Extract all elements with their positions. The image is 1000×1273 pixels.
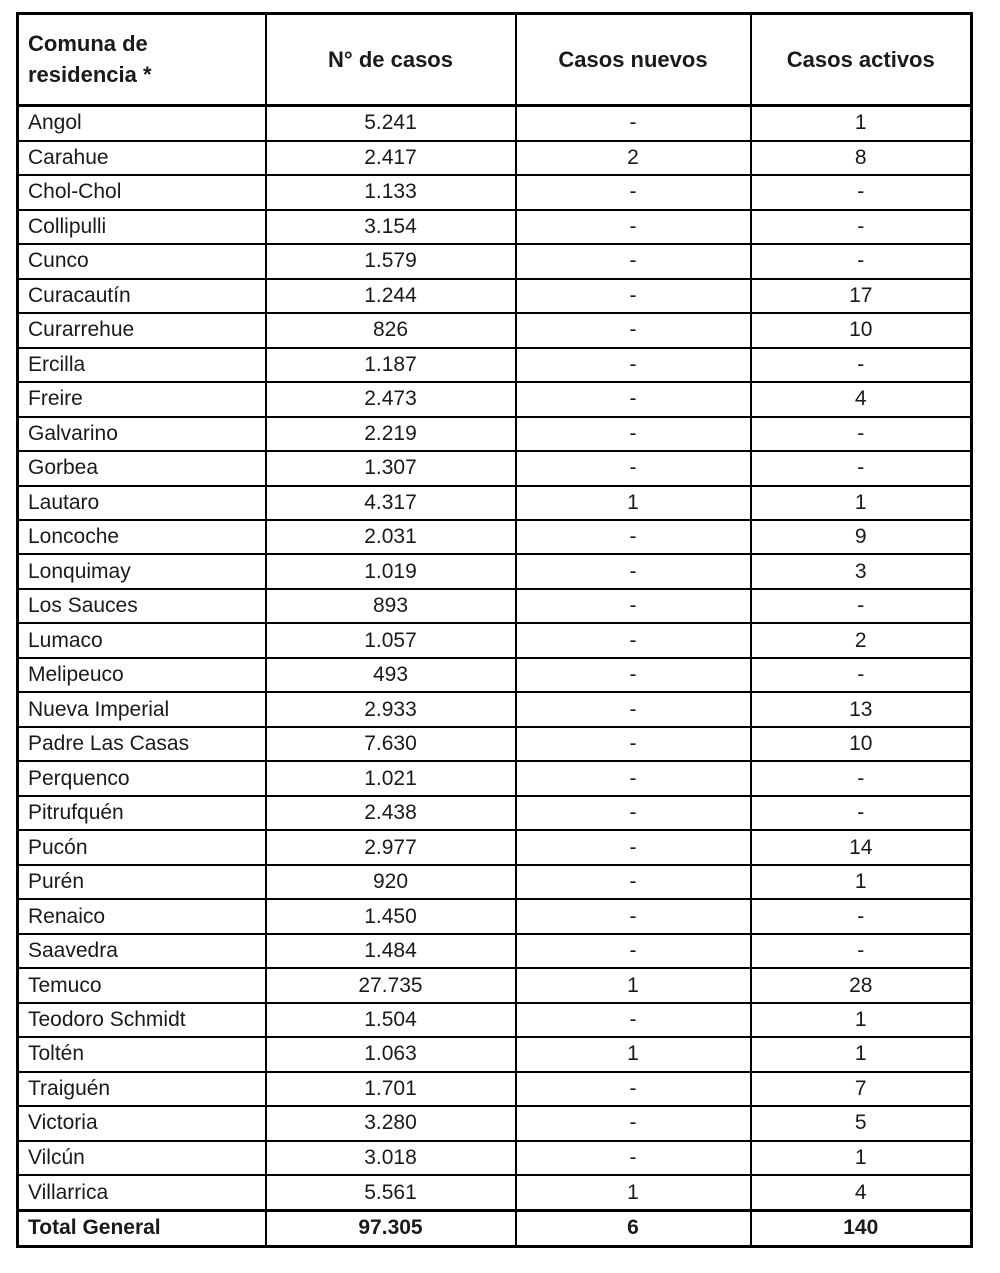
casos-nuevos-cell: 1 xyxy=(516,968,751,1002)
n-de-casos-cell: 3.280 xyxy=(266,1106,516,1140)
col-header-comuna: Comuna de residencia * xyxy=(18,14,266,106)
table-row xyxy=(18,796,972,830)
casos-activos-cell: - xyxy=(751,348,972,382)
n-de-casos-cell: 4.317 xyxy=(266,486,516,520)
table-row xyxy=(18,175,972,209)
table-row xyxy=(18,761,972,795)
table-row xyxy=(18,934,972,968)
comuna-cell: Villarrica xyxy=(18,1175,266,1210)
casos-nuevos-cell: - xyxy=(516,554,751,588)
comuna-cell: Galvarino xyxy=(18,417,266,451)
casos-nuevos-cell: - xyxy=(516,348,751,382)
covid-cases-by-comuna-table xyxy=(16,12,973,1248)
comuna-cell: Collipulli xyxy=(18,210,266,244)
table-row xyxy=(18,623,972,657)
n-de-casos-cell: 1.450 xyxy=(266,899,516,933)
casos-nuevos-cell: 1 xyxy=(516,1175,751,1210)
casos-nuevos-cell: - xyxy=(516,830,751,864)
n-de-casos-cell: 1.057 xyxy=(266,623,516,657)
table-row xyxy=(18,279,972,313)
n-de-casos-cell: 27.735 xyxy=(266,968,516,1002)
table-row xyxy=(18,658,972,692)
table-row xyxy=(18,417,972,451)
casos-activos-cell: 2 xyxy=(751,623,972,657)
casos-activos-cell: 4 xyxy=(751,1175,972,1210)
comuna-cell: Temuco xyxy=(18,968,266,1002)
casos-activos-cell: - xyxy=(751,589,972,623)
n-de-casos-cell: 97.305 xyxy=(266,1210,516,1246)
casos-activos-cell: - xyxy=(751,175,972,209)
comuna-cell: Lonquimay xyxy=(18,554,266,588)
n-de-casos-cell: 2.219 xyxy=(266,417,516,451)
n-de-casos-cell: 1.021 xyxy=(266,761,516,795)
n-de-casos-cell: 1.307 xyxy=(266,451,516,485)
n-de-casos-cell: 2.438 xyxy=(266,796,516,830)
casos-nuevos-cell: - xyxy=(516,1106,751,1140)
comuna-cell: Total General xyxy=(18,1210,266,1246)
casos-activos-cell: 1 xyxy=(751,486,972,520)
table-row xyxy=(18,210,972,244)
n-de-casos-cell: 2.977 xyxy=(266,830,516,864)
table-row xyxy=(18,968,972,1002)
casos-activos-cell: 1 xyxy=(751,1037,972,1071)
casos-nuevos-cell: - xyxy=(516,658,751,692)
comuna-cell: Toltén xyxy=(18,1037,266,1071)
col-header-n-de-casos: N° de casos xyxy=(266,14,516,106)
casos-nuevos-cell: - xyxy=(516,451,751,485)
table-row xyxy=(18,554,972,588)
comuna-cell: Curarrehue xyxy=(18,313,266,347)
table-row xyxy=(18,1072,972,1106)
casos-nuevos-cell: - xyxy=(516,313,751,347)
table-row xyxy=(18,1106,972,1140)
n-de-casos-cell: 1.579 xyxy=(266,244,516,278)
comuna-cell: Perquenco xyxy=(18,761,266,795)
n-de-casos-cell: 493 xyxy=(266,658,516,692)
table-row xyxy=(18,1003,972,1037)
comuna-cell: Los Sauces xyxy=(18,589,266,623)
n-de-casos-cell: 1.701 xyxy=(266,1072,516,1106)
casos-nuevos-cell: - xyxy=(516,1072,751,1106)
casos-activos-cell: 1 xyxy=(751,106,972,141)
comuna-cell: Saavedra xyxy=(18,934,266,968)
comuna-cell: Pitrufquén xyxy=(18,796,266,830)
casos-nuevos-cell: - xyxy=(516,623,751,657)
casos-activos-cell: 17 xyxy=(751,279,972,313)
table-row xyxy=(18,141,972,175)
table-row xyxy=(18,692,972,726)
n-de-casos-cell: 2.417 xyxy=(266,141,516,175)
casos-activos-cell: 3 xyxy=(751,554,972,588)
casos-activos-cell: 14 xyxy=(751,830,972,864)
comuna-cell: Traiguén xyxy=(18,1072,266,1106)
casos-nuevos-cell: - xyxy=(516,899,751,933)
casos-nuevos-cell: 2 xyxy=(516,141,751,175)
comuna-cell: Freire xyxy=(18,382,266,416)
casos-nuevos-cell: - xyxy=(516,1003,751,1037)
table-row xyxy=(18,865,972,899)
n-de-casos-cell: 893 xyxy=(266,589,516,623)
casos-nuevos-cell: - xyxy=(516,520,751,554)
table-row xyxy=(18,244,972,278)
casos-activos-cell: 1 xyxy=(751,1141,972,1175)
casos-nuevos-cell: - xyxy=(516,692,751,726)
comuna-cell: Pucón xyxy=(18,830,266,864)
n-de-casos-cell: 1.504 xyxy=(266,1003,516,1037)
n-de-casos-cell: 1.244 xyxy=(266,279,516,313)
table-row xyxy=(18,899,972,933)
n-de-casos-cell: 3.154 xyxy=(266,210,516,244)
table-row xyxy=(18,727,972,761)
casos-activos-cell: - xyxy=(751,899,972,933)
table-row xyxy=(18,451,972,485)
casos-nuevos-cell: - xyxy=(516,210,751,244)
table-row xyxy=(18,486,972,520)
casos-activos-cell: 9 xyxy=(751,520,972,554)
comuna-cell: Curacautín xyxy=(18,279,266,313)
comuna-cell: Teodoro Schmidt xyxy=(18,1003,266,1037)
table-row xyxy=(18,830,972,864)
casos-nuevos-cell: 1 xyxy=(516,1037,751,1071)
casos-nuevos-cell: - xyxy=(516,796,751,830)
casos-nuevos-cell: 6 xyxy=(516,1210,751,1246)
casos-activos-cell: 4 xyxy=(751,382,972,416)
casos-activos-cell: 28 xyxy=(751,968,972,1002)
comuna-cell: Purén xyxy=(18,865,266,899)
n-de-casos-cell: 3.018 xyxy=(266,1141,516,1175)
table-row xyxy=(18,382,972,416)
comuna-cell: Gorbea xyxy=(18,451,266,485)
casos-activos-cell: 13 xyxy=(751,692,972,726)
table-row xyxy=(18,1141,972,1175)
comuna-cell: Vilcún xyxy=(18,1141,266,1175)
comuna-cell: Carahue xyxy=(18,141,266,175)
n-de-casos-cell: 5.241 xyxy=(266,106,516,141)
total-row xyxy=(18,1210,972,1246)
comuna-cell: Melipeuco xyxy=(18,658,266,692)
table-body xyxy=(18,106,972,1247)
n-de-casos-cell: 920 xyxy=(266,865,516,899)
n-de-casos-cell: 1.063 xyxy=(266,1037,516,1071)
casos-activos-cell: - xyxy=(751,934,972,968)
casos-activos-cell: - xyxy=(751,451,972,485)
n-de-casos-cell: 7.630 xyxy=(266,727,516,761)
n-de-casos-cell: 5.561 xyxy=(266,1175,516,1210)
casos-nuevos-cell: - xyxy=(516,589,751,623)
casos-activos-cell: 1 xyxy=(751,865,972,899)
casos-nuevos-cell: - xyxy=(516,761,751,795)
n-de-casos-cell: 2.031 xyxy=(266,520,516,554)
comuna-cell: Ercilla xyxy=(18,348,266,382)
casos-activos-cell: 7 xyxy=(751,1072,972,1106)
casos-nuevos-cell: - xyxy=(516,727,751,761)
casos-activos-cell: 140 xyxy=(751,1210,972,1246)
comuna-cell: Chol-Chol xyxy=(18,175,266,209)
casos-activos-cell: - xyxy=(751,658,972,692)
comuna-cell: Angol xyxy=(18,106,266,141)
table-row xyxy=(18,106,972,141)
n-de-casos-cell: 1.133 xyxy=(266,175,516,209)
casos-activos-cell: - xyxy=(751,417,972,451)
casos-nuevos-cell: - xyxy=(516,417,751,451)
table-row xyxy=(18,1175,972,1210)
casos-activos-cell: 8 xyxy=(751,141,972,175)
casos-activos-cell: 1 xyxy=(751,1003,972,1037)
comuna-cell: Victoria xyxy=(18,1106,266,1140)
n-de-casos-cell: 1.187 xyxy=(266,348,516,382)
table-row xyxy=(18,1037,972,1071)
comuna-cell: Padre Las Casas xyxy=(18,727,266,761)
comuna-cell: Loncoche xyxy=(18,520,266,554)
casos-activos-cell: 10 xyxy=(751,727,972,761)
casos-activos-cell: 5 xyxy=(751,1106,972,1140)
casos-nuevos-cell: - xyxy=(516,382,751,416)
n-de-casos-cell: 1.019 xyxy=(266,554,516,588)
casos-activos-cell: - xyxy=(751,796,972,830)
casos-nuevos-cell: - xyxy=(516,175,751,209)
casos-nuevos-cell: 1 xyxy=(516,486,751,520)
table-header xyxy=(18,14,972,106)
casos-activos-cell: 10 xyxy=(751,313,972,347)
table-row xyxy=(18,589,972,623)
table-row xyxy=(18,348,972,382)
n-de-casos-cell: 2.933 xyxy=(266,692,516,726)
header-row xyxy=(18,14,972,106)
casos-nuevos-cell: - xyxy=(516,1141,751,1175)
comuna-cell: Lautaro xyxy=(18,486,266,520)
col-header-casos-nuevos: Casos nuevos xyxy=(516,14,751,106)
n-de-casos-cell: 2.473 xyxy=(266,382,516,416)
casos-nuevos-cell: - xyxy=(516,279,751,313)
n-de-casos-cell: 1.484 xyxy=(266,934,516,968)
col-header-casos-activos: Casos activos xyxy=(751,14,972,106)
casos-activos-cell: - xyxy=(751,244,972,278)
comuna-cell: Lumaco xyxy=(18,623,266,657)
table-row xyxy=(18,313,972,347)
comuna-cell: Renaico xyxy=(18,899,266,933)
casos-nuevos-cell: - xyxy=(516,106,751,141)
casos-activos-cell: - xyxy=(751,210,972,244)
casos-nuevos-cell: - xyxy=(516,244,751,278)
casos-activos-cell: - xyxy=(751,761,972,795)
n-de-casos-cell: 826 xyxy=(266,313,516,347)
casos-nuevos-cell: - xyxy=(516,865,751,899)
comuna-cell: Nueva Imperial xyxy=(18,692,266,726)
table-row xyxy=(18,520,972,554)
comuna-cell: Cunco xyxy=(18,244,266,278)
casos-nuevos-cell: - xyxy=(516,934,751,968)
